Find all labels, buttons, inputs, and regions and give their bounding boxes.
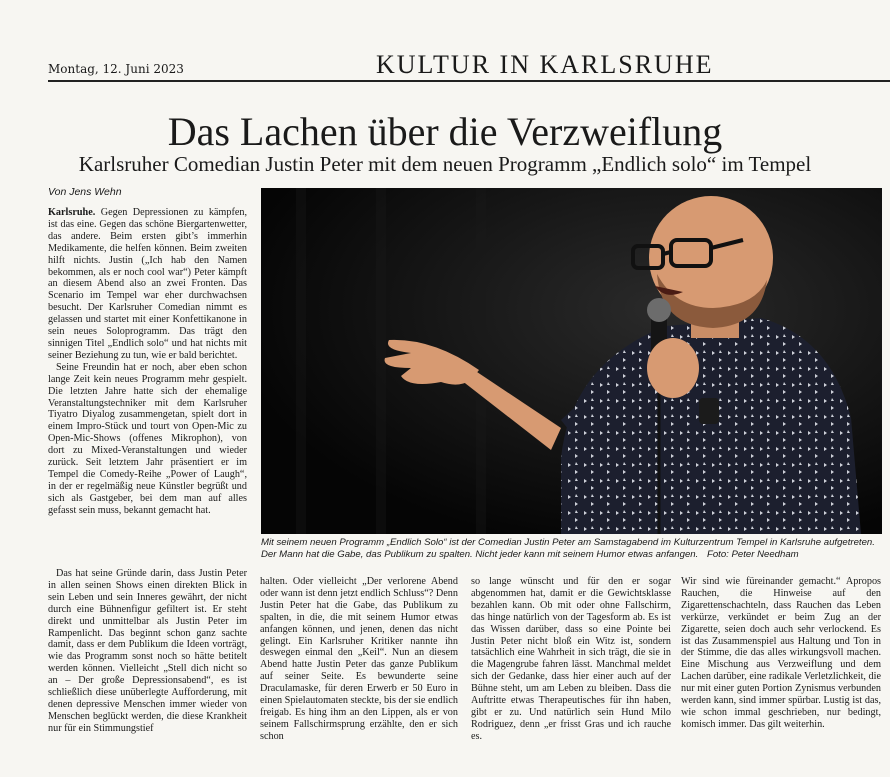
dateline: Karlsruhe.	[48, 207, 96, 218]
article-column-3	[471, 576, 671, 776]
paragraph-6: Wir sind wie füreinander gemacht.“ Apropos Rauchen, die Hinweise auf den Zigarettenschachteln, dass Rauchen das Leben verkürze, verkündet er beim Zug an der Zigarette, seien doch auch sehr verlockend. Es ist das Zusammenspiel aus Haltung und Ton in der Stimme, die das alles wirkungsvoll machen. Eine Mischung aus Verzweiflung und dem Lachen darüber, eine radikale Verletzlichkeit, die nur mit einer guten Portion Zynismus verbunden werden kann, sind immer spürbar. Lustig ist das, wie schon immal geschrieben, nur bedingt, komisch immer. Das gilt weiterhin.	[681, 576, 881, 730]
photo-credit: Foto: Peter Needham	[706, 549, 799, 560]
byline: Von Jens Wehn	[48, 186, 122, 198]
comedian-photo	[261, 188, 882, 534]
masthead	[48, 50, 888, 78]
paragraph-5: so lange wünscht und für den er sogar abgenommen hat, damit er die Gewichtsklasse bezahlen kann. Ob mit oder ohne Fallschirm, das hinge natürlich von der Tagesform ab. Es ist das Wissen darüber, dass so eine Pointe bei Justin Peter nicht bloß ein Witz ist, sondern tatsächlich eine Wahrheit in sich trägt, die sie in die Magengrube fahren lässt. Manchmal meldet sich der Gedanke, dass hier einer auch auf der Bühne steht, um am Leben zu bleiben. Dass die Auftritte etwas Therapeutisches für ihn haben, gibt er zu. Und natürlich sein Hund Milo Rodriguez, denn „er frisst Gras und ich rauche es.	[471, 576, 671, 742]
paragraph-1	[48, 207, 247, 362]
article-column-1-lower	[48, 568, 247, 776]
caption-text: Mit seinem neuen Programm „Endlich Solo“ ist der Comedian Justin Peter am Samstagabend im Kulturzentrum Tempel in Karlsruhe aufgetreten. Der Mann hat die Gabe, das Publikum zu spalten. Nicht jeder kann mit seinem Humor etwas anfangen.	[261, 537, 875, 560]
headline: Das Lachen über die Verzweiflung	[167, 109, 723, 154]
paragraph-1-text: Gegen Depressionen zu kämpfen, ist das eine. Gegen das schöne Biergartenwetter, das andere. Beim ersten gibt’s immerhin Medikamente, die helfen können. Beim zweiten hilft nichts. Justin („Ich hab den Namen bekommen, als er noch cool war“) Peter kämpft an diesem Abend also an zwei Fronten. Das Scenario im Tempel war eher durchwachsen besucht. Der Karlsruher Comedian nimmt es gelassen und startet mit einer Konfettikanone in sein neues Soloprogramm. Das trägt den sinnigen Titel „Endlich solo“ und hat nichts mit seiner Beziehung zu tun, wie er bald berichtet.	[48, 207, 247, 361]
article-column-1	[48, 207, 247, 567]
article-column-2	[260, 576, 458, 776]
paragraph-4: halten. Oder vielleicht „Der verlorene Abend oder wann ist denn jetzt endlich Schluss“? Denn Justin Peter hat die Gabe, das Publikum zu spalten, in die, die mit seinem Humor etwas anfangen können, und jenen, denen das nicht gelingt. Ein Karlsruher Kritiker nannte ihn deswegen einmal den „Keil“. Nun an diesem Abend hatte Justin Peter das ganze Publikum auf seiner Seite. Es bewunderte seine Draculamaske, für deren Erwerb er 50 Euro in einen Spielautomaten steckte, bis der sie endlich freigab. Es hing ihm an den Lippen, als er von seinem Fallschirmsprung erzählte, den er sich schon	[260, 576, 458, 742]
issue-date: Montag, 12. Juni 2023	[48, 62, 184, 76]
header-rule	[48, 80, 890, 82]
photo-caption	[261, 537, 882, 561]
paragraph-2: Seine Freundin hat er noch, aber eben schon lange Zeit kein neues Programm mehr gespielt. Die letzten Jahre hatte sich der ehemalige Veranstaltungstechniker mit dem Karlsruher Tiyatro Diyalog zusammengetan, spielt dort in einem Impro-Stück und tourt von Open-Mic zu Open-Mic-Shows (offenes Mikrophon), von dort zu Mixed-Veranstaltungen und wieder zurück. Seit letztem Jahr präsentiert er im Tempel die Comedy-Reihe „Power of Laugh“, in der er regelmäßig neue Künstler begrüßt und sich als Gastgeber, bei dem man auf alles gefasst sein muss, bekannt gemacht hat.	[48, 361, 247, 516]
comedian-illustration	[261, 188, 882, 534]
paragraph-3: Das hat seine Gründe darin, dass Justin Peter in allen seinen Shows einen direkten Blick in sein Leben und sein Inneres gewährt, der nicht durch eine Bühnenfigur gefiltert ist. Er steht direkt und unmittelbar als Justin Peter im Rampenlicht. Das beginnt schon ganz sachte damit, dass er dem Publikum die Ideen vorträgt, wie das Programm sonst noch so hätte betitelt werden können. Vielleicht „Stell dich nicht so an – Der große Depressionsabend“, es ist schließlich diese unüberlegte Aufforderung, mit denen depressive Menschen immer wieder von Menschen beglückt werden, die diese Krankheit nur für ein Stimmungstief	[48, 568, 247, 734]
section-title: KULTUR IN KARLSRUHE	[376, 50, 714, 79]
subheadline: Karlsruher Comedian Justin Peter mit dem neuen Programm „Endlich solo“ im Tempel	[78, 152, 812, 176]
article-column-4	[681, 576, 881, 776]
